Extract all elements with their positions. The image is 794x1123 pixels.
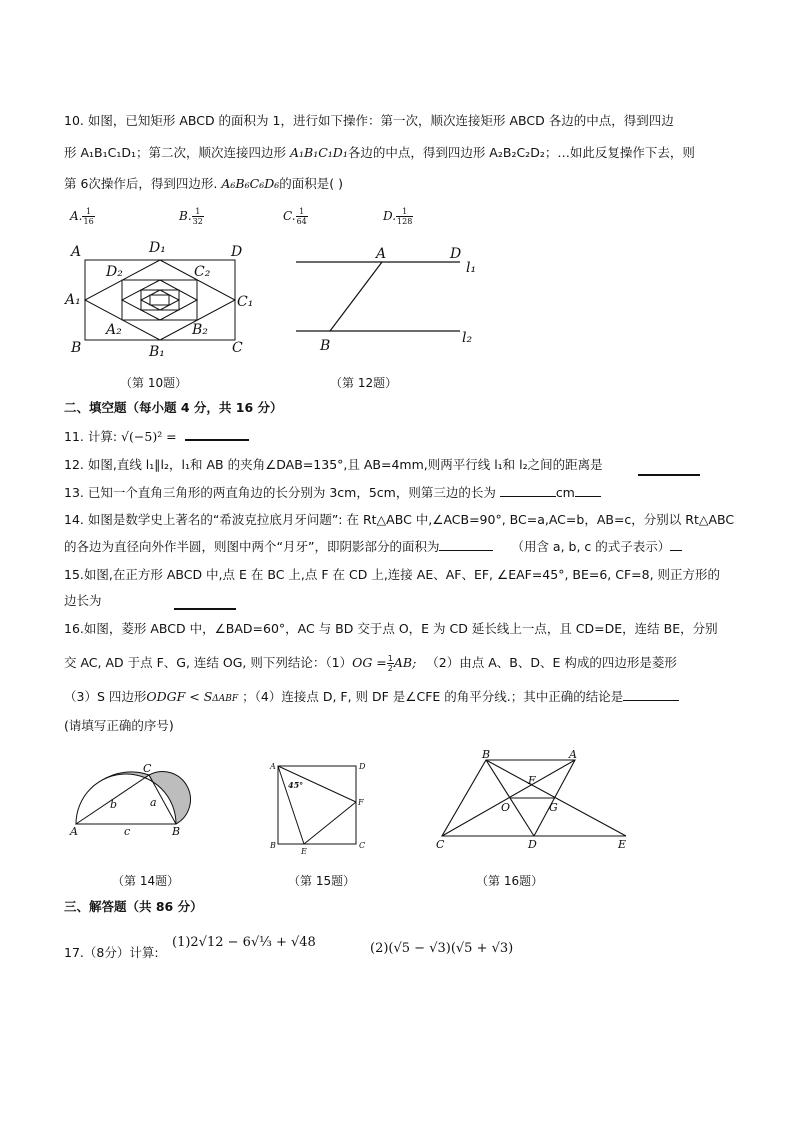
figure-14 [66,760,196,840]
label-E: E [618,838,627,851]
label-A1: A₁ [65,292,81,308]
q10-line2a: 形 A₁B₁C₁D₁；第二次，顺次连接四边形 [64,145,286,160]
q14-tail-line [670,550,682,551]
q12-text: 12. 如图,直线 l₁∥l₂，l₁和 AB 的夹角∠DAB=135°,且 AB=4mm,则两平行线 l₁和 l₂之间的距离是 [64,457,603,472]
rect-6 [150,295,169,305]
label-c: c [124,825,131,838]
q16-ab: AB; [393,655,417,670]
option-num: 1 [82,207,94,217]
q17-part1: (1)2√12 − 6√⅓ + √48 [172,935,316,950]
q16-line4: (请填写正确的序号) [64,718,174,733]
q15-line2: 边长为 [64,593,102,608]
q12 [64,456,603,474]
q14-line2b: （用含 a, b, c 的式子表示） [511,539,671,554]
q15-line2 [64,592,102,610]
label-A: A [71,244,82,260]
q11 [64,428,249,446]
q15-line1: 15.如图,在正方形 ABCD 中,点 E 在 BC 上,点 F 在 CD 上,连接 AE、AF、EF, ∠EAF=45°, BE=6, CF=8, 则正方形的 [64,567,721,582]
q13-text: 13. 已知一个直角三角形的两直角边的长分别为 3cm，5cm，则第三边的长为 [64,485,500,500]
q16-line3 [64,688,679,708]
q14-line2 [64,538,682,556]
label-b: b [110,798,118,811]
q10-line2 [64,144,695,162]
figure-15 [266,758,376,854]
caption-fig10: （第 10题） [120,376,188,390]
segment-ab [330,262,382,331]
q12-answer-blank[interactable] [638,458,700,476]
q16-line2a: 交 AC, AD 于点 F、G, 连结 OG, 则下列结论：（1） [64,655,353,670]
q17-part2: (2)(√5 − √3)(√5 + √3) [370,941,514,956]
label-B: B [482,748,491,761]
q10-option-a [70,207,95,226]
option-letter: B. [179,209,192,223]
label-C: C [232,340,243,356]
label-O: O [501,801,511,814]
label-C: C [436,838,445,851]
label-A: A [569,748,577,761]
option-den: 32 [192,217,203,226]
caption-fig16: （第 16题） [476,874,544,888]
option-den: 16 [83,217,94,226]
q15-answer-blank[interactable] [174,592,236,610]
option-num: 1 [192,207,204,217]
q16-line2d: （2）由点 A、B、D、E 构成的四边形是菱形 [426,655,677,670]
q17-text: 17.（8分）计算: [64,945,159,960]
caption-fig15: （第 15题） [288,874,356,888]
q10-line2c: 各边的中点，得到四边形 A₂B₂C₂D₂；…如此反复操作下去，则 [347,145,695,160]
label-A2: A₂ [106,322,122,338]
label-a: a [150,796,157,809]
label-D: D [450,246,462,262]
q10-line3a: 第 6次操作后，得到四边形. [64,176,218,191]
label-C: C [359,841,366,850]
q13-unit: cm [555,485,575,500]
option-num: 1 [396,207,413,217]
option-den: 64 [296,217,307,226]
q16-area-expr: ODGF < S [146,689,213,704]
label-B: B [71,340,82,356]
label-B1: B₁ [149,344,165,360]
label-l1: l₁ [466,260,477,276]
label-E: E [301,847,307,854]
q10-line1: 10. 如图，已知矩形 ABCD 的面积为 1，进行如下操作：第一次，顺次连接矩形 ABCD 各边的中点，得到四边 [64,113,674,128]
square-abcd [278,766,356,844]
q16-line3a: （3）S 四边形 [64,689,147,704]
q10-quad1: A₁B₁C₁D₁ [289,145,348,160]
q13-tail-line [575,496,601,497]
q10-option-d [383,207,413,226]
q11-expr: √(−5)² = [121,429,177,444]
label-C: C [143,762,152,775]
option-letter: C. [283,209,296,223]
label-F: F [358,798,364,807]
q10-option-c [283,207,308,226]
q11-text: 11. 计算: [64,429,122,444]
label-D1: D₁ [149,240,166,256]
q14-line2a: 的各边为直径向外作半圆，则图中两个“月牙”，即阴影部分的面积为 [64,539,440,554]
rhombus-5 [141,290,179,310]
label-G: G [549,801,558,814]
label-l2: l₂ [462,330,473,346]
label-C2: C₂ [194,264,211,280]
label-A: A [270,762,276,771]
label-D: D [231,244,243,260]
option-num: 1 [296,207,308,217]
option-den: 128 [397,217,413,226]
q16-area-sub: ΔABF [212,694,239,704]
q10-option-b [179,207,204,226]
q16-line3d: ；（4）连接点 D, F, 则 DF 是∠CFE 的角平分线.；其中正确的结论是 [242,689,624,704]
q10-line3c: 的面积是( ) [279,176,343,191]
q14-answer-blank[interactable] [439,550,493,551]
rect-a2b2c2d2 [122,280,197,320]
rect-4 [141,290,179,310]
section-2-title: 二、填空题（每小题 4 分，共 16 分） [64,400,283,415]
caption-fig14: （第 14题） [112,874,180,888]
label-D2: D₂ [106,264,123,280]
label-D: D [359,762,366,771]
q17 [64,944,159,962]
label-B2: B₂ [192,322,208,338]
q13 [64,484,601,502]
label-B: B [270,841,276,850]
label-A: A [70,825,78,838]
figure-12 [290,244,490,356]
label-B: B [172,825,181,838]
q10-line3 [64,175,343,193]
q10-quad6: A₆B₆C₆D₆ [221,176,280,191]
q16-line2: 交 AC, AD 于点 F、G, 连结 OG, 则下列结论：（1）OG = $\frac{1}{2}$ AB; （2）由点 A、B、D、E 构成的四边形是菱形 [64,654,677,673]
option-letter: D. [383,209,397,223]
figure-16 [430,748,630,854]
q16-og: OG = [352,655,387,670]
q16-answer-blank[interactable] [623,700,679,701]
label-C1: C₁ [237,294,254,310]
q13-answer-blank[interactable] [500,496,556,497]
caption-fig12: （第 12题） [330,376,398,390]
option-letter: A. [70,209,83,223]
label-D: D [528,838,537,851]
label-B: B [320,338,331,354]
q14-line1: 14. 如图是数学史上著名的“希波克拉底月牙问题”: 在 Rt△ABC 中,∠ACB=90°, BC=a,AC=b，AB=c，分别以 Rt△ABC [64,512,735,527]
section-3-title: 三、解答题（共 86 分） [64,899,203,914]
label-A: A [376,246,387,262]
q16-line1: 16.如图，菱形 ABCD 中，∠BAD=60°，AC 与 BD 交于点 O，E 为 CD 延长线上一点，且 CD=DE，连结 BE，分别 [64,621,718,636]
label-angle: 45° [288,780,304,790]
rhombus-3 [122,280,197,320]
q11-answer-blank[interactable] [185,439,249,441]
label-F: F [528,774,536,787]
figure-10 [60,236,265,361]
